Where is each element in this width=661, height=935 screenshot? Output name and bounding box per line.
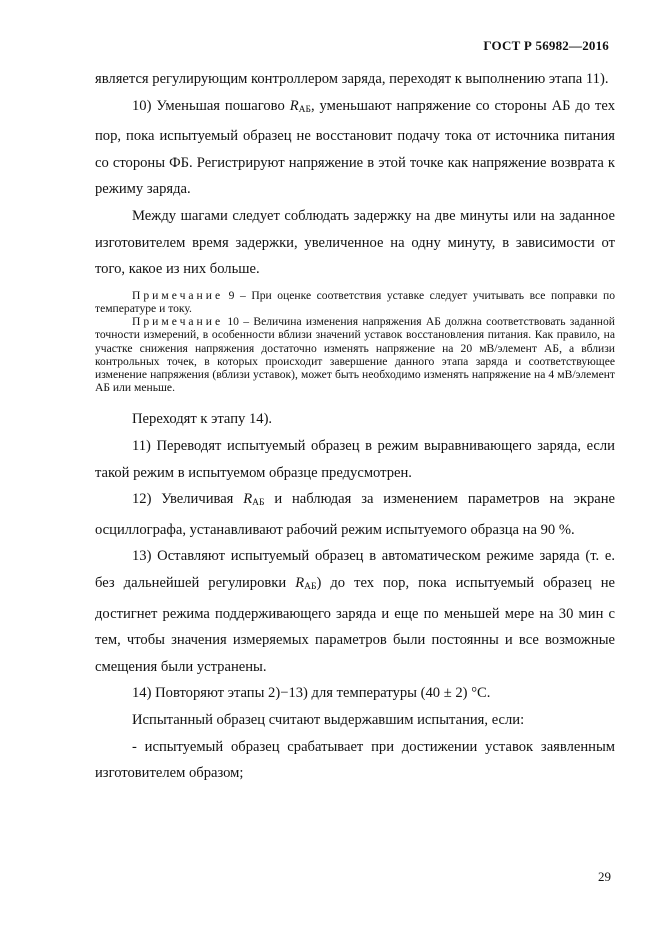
variable-r: R: [289, 97, 299, 114]
variable-subscript: АБ: [298, 104, 311, 115]
note-10: [95, 315, 615, 394]
paragraph-delay: Между шагами следует соблюдать задержку на две минуты или на заданное изготовителем время задержки, увеличенное на одну минуту, в зависимости от того, какое из них больше.: [95, 207, 615, 278]
note-label: Примечание: [132, 288, 224, 302]
paragraph-step-12: [95, 486, 615, 543]
variable-r: R: [243, 491, 253, 508]
variable-subscript: АБ: [304, 581, 317, 592]
text-fragment: и наблюдая за изменением параметров на экране осциллографа, устанавливают рабочий режим испытуемого образца на 90 %.: [95, 491, 616, 538]
note-9: [95, 289, 615, 315]
page-content: [95, 66, 615, 787]
text-fragment: ) до тех пор, пока испытуемый образец не достигнет режима поддерживающего заряда и еще по меньшей мере на 30 мин с тем, чтобы значения измеряемых параметров были постоянны и все возможные смещения были устранены.: [95, 574, 615, 675]
text-fragment: 13) Оставляют испытуемый образец в автоматическом режиме заряда (т. е. без дальнейшей регулировки: [95, 548, 615, 591]
list-item-criterion: - испытуемый образец срабатывает при достижении уставок заявленным изготовителем образом;: [95, 738, 615, 782]
text-fragment: , уменьшают напряжение со стороны АБ до тех пор, пока испытуемый образец не восстановит подачу тока от источника питания со стороны ФБ. Регистрируют напряжение в этой точке как напряжение возврата к режиму заряда.: [95, 97, 615, 198]
paragraph-step-11: 11) Переводят испытуемый образец в режим выравнивающего заряда, если такой режим в испытуемом образце предусмотрен.: [95, 437, 615, 481]
document-header: ГОСТ Р 56982—2016: [483, 38, 609, 53]
text-fragment: 10) Уменьшая пошагово: [132, 97, 290, 114]
variable-r: R: [295, 574, 305, 591]
note-label: Примечание: [132, 315, 224, 329]
paragraph-continuation: является регулирующим контроллером заряда, переходят к выполнению этапа 11).: [95, 71, 609, 87]
variable-subscript: АБ: [252, 498, 265, 509]
paragraph-criteria: Испытанный образец считают выдержавшим испытания, если:: [132, 711, 525, 728]
paragraph-step-14: 14) Повторяют этапы 2)−13) для температуры (40 ± 2) °С.: [132, 685, 491, 702]
note-text: 9 – При оценке соответствия уставке следует учитывать все поправки по температуре и току.: [95, 288, 615, 315]
note-text: 10 – Величина изменения напряжения АБ должна соответствовать заданной точности измерений, в особенности вблизи значений уставок восстановления питания. Как правило, на участке снижения напряжения достаточно изменять напряжение на 20 мВ/элемент АБ, а вблизи контрольных точек, в которых происходит завершение данного этапа заряда и соответствующее изменение напряжения (вблизи уставок), может быть необходимо изменять напряжение на 4 мВ/элемент АБ или меньше.: [95, 315, 615, 395]
paragraph-step-13: [95, 543, 615, 680]
paragraph-step-10: [95, 93, 615, 203]
paragraph-goto-14: Переходят к этапу 14).: [132, 411, 273, 428]
text-fragment: 12) Увеличивая: [132, 491, 244, 508]
page-number: 29: [598, 869, 611, 884]
